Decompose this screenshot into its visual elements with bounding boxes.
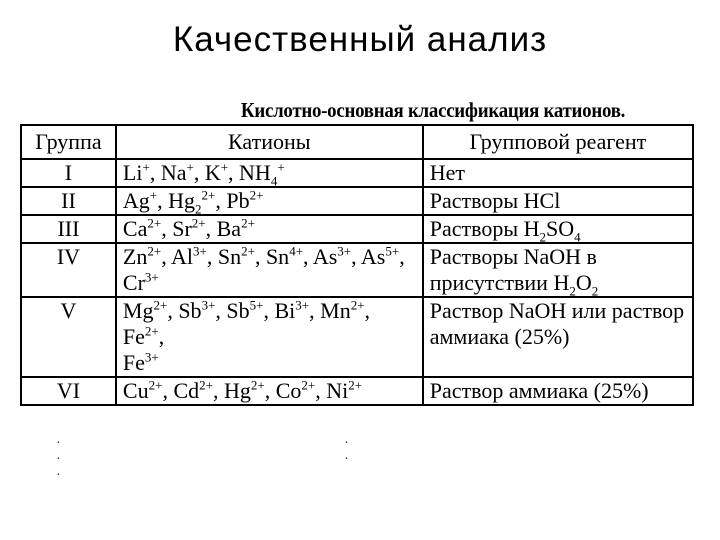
scan-artifact: · · · · · <box>56 436 489 483</box>
cation-classification-table <box>20 124 694 406</box>
table-row <box>21 159 693 187</box>
reagent-cell: Раствор аммиака (25%) <box>423 377 693 405</box>
header-cations: Катионы <box>116 125 423 159</box>
cations-cell: $Mg^{2+}$, $Sb^{3+}$, $Sb^{5+}$, $Bi^{3+}$, $Mn^{2+}$, $Fe^{2+}$, $Fe^{3+}$ <box>116 297 423 377</box>
group-cell: VI <box>21 377 116 405</box>
cations-cell: Li+, Na+, K+, $NH_4^+$ <box>116 159 423 187</box>
cations-cell: $Cu^{2+}$, $Cd^{2+}$, $Hg^{2+}$, $Co^{2+}$, $Ni^{2+}$ <box>116 377 423 405</box>
group-cell: I <box>21 159 116 187</box>
reagent-cell: Растворы NaOH в присутствии $H_2O_2$ <box>423 243 693 297</box>
reagent-cell: Растворы HCl <box>423 187 693 215</box>
table-header-row <box>21 125 693 159</box>
table-caption: Кислотно-основная классификация катионов. <box>240 98 626 122</box>
scanned-table-image <box>18 96 698 483</box>
slide-title: Качественный анализ <box>172 20 548 59</box>
table-row <box>21 215 693 243</box>
cations-cell: Ag+, $Hg_2^{2+}$, $Pb^{2+}$ <box>116 187 423 215</box>
cations-cell: $Ca^{2+}$, $Sr^{2+}$, $Ba^{2+}$ <box>116 215 423 243</box>
table-row <box>21 377 693 405</box>
cations-cell: $Zn^{2+}$, $Al^{3+}$, $Sn^{2+}$, $Sn^{4+}$, $As^{3+}$, $As^{5+}$, $Cr^{3+}$ <box>116 243 423 297</box>
header-reagent: Групповой реагент <box>423 125 693 159</box>
header-group: Группа <box>21 125 116 159</box>
table-row <box>21 297 693 377</box>
reagent-cell: Раствор NaOH или раствор аммиака (25%) <box>423 297 693 377</box>
group-cell: IV <box>21 243 116 297</box>
table-row <box>21 243 693 297</box>
table-row <box>21 187 693 215</box>
group-cell: II <box>21 187 116 215</box>
group-cell: V <box>21 297 116 377</box>
group-cell: III <box>21 215 116 243</box>
reagent-cell: Растворы $H_2SO_4$ <box>423 215 693 243</box>
reagent-cell: Нет <box>423 159 693 187</box>
